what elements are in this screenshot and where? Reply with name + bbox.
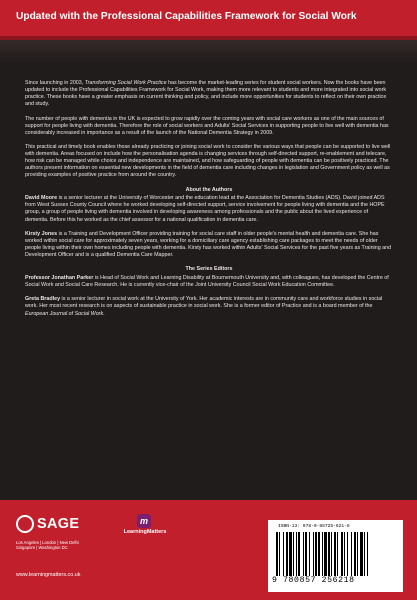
author-text-2: is a Training and Development Officer providing training for social care staff in older people's mental health and dementia care. She has worked within social care for approximately seven years, working for a domiciliary care agency establishing care packages to meet the needs of older people living within their own homes including people with dementia. Kirsty has worked within Adults' Social Services for the past five years as Training and Development Officer and is a qualified Dementia Care Mapper. [25, 230, 392, 259]
author-name-2: Kirsty Jones [25, 230, 58, 237]
sage-wordmark: SAGE [37, 516, 80, 532]
barcode-box [268, 520, 403, 592]
author-name-1: David Moore [25, 195, 58, 202]
learning-matters-wordmark: LearningMatters [123, 529, 167, 535]
intro-text-2: has become the market-leading series for student social workers. Now the books have been updated to include the Professional Capabilities Framework for Social Work, making them more relevant to students and more integrated into social work practice. These books have a greater emphasis on current thinking and policy, and include more opportunities for students to reflect on their own practice and study. [25, 80, 387, 108]
intro-text-1: Since launching in 2003, [25, 80, 85, 86]
publisher-locations [16, 540, 79, 551]
learning-matters-logo [110, 514, 180, 540]
back-cover-text [25, 80, 393, 325]
barcode-number: 9 780857 256218 [272, 576, 355, 585]
editor-text-2-end: . [103, 310, 105, 317]
banner-text: Updated with the Professional Capabilities Framework for Social Work [16, 11, 357, 22]
footer-band [0, 500, 417, 600]
cities-line-1: Los Angeles | London | New Delhi [16, 540, 79, 545]
editor-bio-2 [25, 296, 393, 317]
journal-title: European Journal of Social Work [25, 310, 104, 317]
learning-matters-icon: m [137, 514, 151, 528]
author-bio-2 [25, 231, 393, 259]
cities-line-2: Singapore | Washington DC [16, 545, 68, 551]
top-banner [0, 0, 417, 36]
barcode-icon [276, 532, 394, 576]
editor-text-2: is a senior lecturer in social work at the University of York. Her academic interests are in community care and workforce studies in social work. Her most recent research is on aspects of sustainable practice in social work. She is a former editor of Practice and is a board member of the [25, 296, 383, 310]
description-paragraph-2: This practical and timely book enables those already practicing or joining social work to consider the various ways that people can be supported to live well with dementia. Areas focused on include how the personalisation agenda is changing services through self-directed support, re-enablement and telecare, how risk can be managed while choice and independence are maintained, and how safeguarding of people with dementia can be positively practiced. The authors present information on essential new developments in the field of dementia care including changes in legislation and Government policy as well as providing examples of positive practice from around the country. [25, 144, 391, 179]
isbn-label: ISBN-13: 978-0-85725-621-8 [278, 524, 350, 529]
intro-paragraph [25, 80, 393, 108]
authors-heading: About the Authors [185, 186, 233, 193]
sage-logo [16, 514, 94, 534]
author-text-1: is a senior lecturer at the University of Worcester and the education lead at the Association for Dementia Studies (ADS). David joined ADS from West Sussex County Council where he worked developing self-directed support, service involvement for people living with dementia and the HOPE group, a group of people living with dementia involved in developing awareness among professionals and the public about the lived experience of dementia. Before this he worked as the chief assessor for a national qualification in dementia care. [25, 195, 385, 223]
editor-name-1: Professor Jonathan Parker [25, 275, 94, 281]
editor-text-1: is Head of Social Work and Learning Disability at Bournemouth University and, with colleagues, has developed the Centre of Social Work and Social Care Research. He is currently vice-chair of the Joint University Council Social Work Education Committee. [25, 275, 389, 289]
editor-bio-1 [25, 275, 393, 289]
publisher-url: www.learningmatters.co.uk [16, 572, 81, 578]
author-bio-1 [25, 195, 393, 223]
series-title: Transforming Social Work Practice [84, 80, 167, 86]
description-paragraph-1: The number of people with dementia in the UK is expected to grow rapidly over the coming years with social care workers as one of the main sources of support for people living with dementia. Therefore the role of social workers and Adults' Social Services in supporting people to live well with dementia has considerably increased in importance as a result of the launch of the National Dementia Strategy in 2009. [25, 115, 389, 136]
decorative-texture [0, 40, 417, 64]
editors-heading: The Series Editors [185, 266, 233, 273]
sage-circle-icon [16, 515, 34, 533]
editor-name-2: Greta Bradley [25, 296, 61, 303]
